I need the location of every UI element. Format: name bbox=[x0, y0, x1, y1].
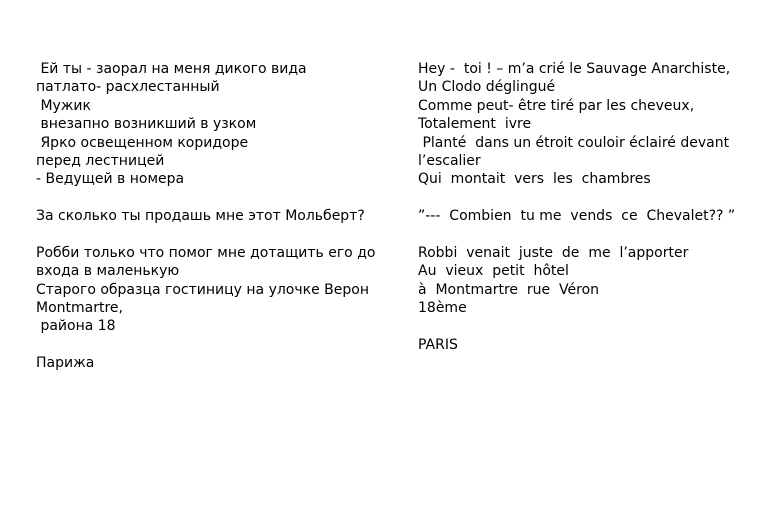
text-line: внезапно возникший в узком bbox=[36, 116, 257, 133]
text-line: За сколько ты продашь мне этот Мольберт? bbox=[36, 208, 365, 225]
blank-line bbox=[36, 189, 396, 207]
russian-text-column bbox=[36, 60, 396, 373]
text-line: ”--- Combien tu me vends ce Chevalet?? ” bbox=[418, 208, 736, 225]
text-line: района 18 bbox=[36, 318, 116, 335]
text-line: Ей ты - заорал на меня дикого вида bbox=[36, 61, 307, 77]
blank-line bbox=[418, 226, 758, 244]
blank-line bbox=[418, 189, 758, 207]
text-line: Au vieux petit hôtel bbox=[418, 263, 569, 280]
text-line: Парижа bbox=[36, 355, 95, 372]
text-line: à Montmartre rue Véron bbox=[418, 281, 600, 298]
blank-line bbox=[36, 226, 396, 244]
text-line: Старого образца гостиницу на улочке Верон bbox=[36, 281, 369, 298]
text-line: Comme peut- être tiré par les cheveux, bbox=[418, 97, 695, 114]
text-line: - Ведущей в номера bbox=[36, 171, 185, 188]
text-line: Totalement ivre bbox=[418, 116, 532, 133]
text-line: входа в маленькую bbox=[36, 263, 180, 280]
blank-line bbox=[418, 317, 758, 335]
text-line: Hey - toi ! – m’a crié le Sauvage Anarchiste, bbox=[418, 61, 731, 77]
text-line: Planté dans un étroit couloir éclairé devant bbox=[418, 134, 730, 151]
text-line: Мужик bbox=[36, 97, 91, 114]
french-text-column bbox=[418, 60, 758, 354]
text-line: 18ème bbox=[418, 300, 467, 317]
text-line: перед лестницей bbox=[36, 152, 165, 169]
text-line: Qui montait vers les chambres bbox=[418, 171, 651, 188]
text-line: Un Clodo déglingué bbox=[418, 79, 556, 96]
text-line: Montmartre, bbox=[36, 300, 123, 317]
text-line: Робби только что помог мне дотащить его до bbox=[36, 244, 376, 261]
text-line: патлато- расхлестанный bbox=[36, 79, 220, 96]
text-line: PARIS bbox=[418, 336, 458, 353]
blank-line bbox=[36, 336, 396, 354]
text-line: Ярко освещенном коридоре bbox=[36, 134, 249, 151]
text-line: l’escalier bbox=[418, 152, 481, 169]
text-line: Robbi venait juste de me l’apporter bbox=[418, 244, 689, 261]
